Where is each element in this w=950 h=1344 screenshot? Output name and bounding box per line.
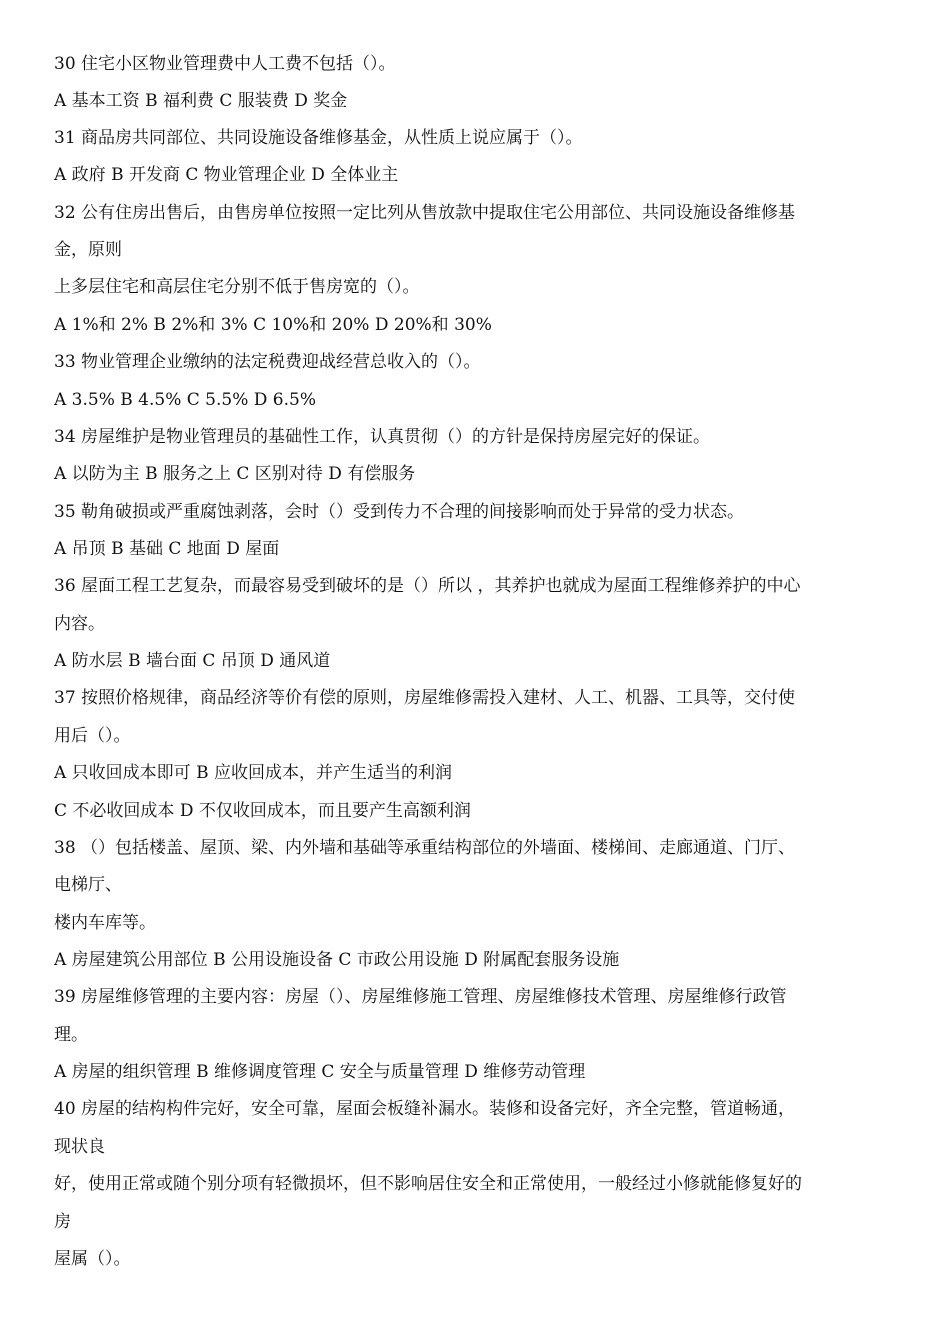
options-33: A 3.5% B 4.5% C 5.5% D 6.5% (54, 390, 316, 410)
question-32-cont-2: 上多层住宅和高层住宅分别不低于售房宽的（）。 (54, 277, 420, 297)
options-35: A 吊顶 B 基础 C 地面 D 屋面 (54, 539, 280, 559)
question-40-cont-2: 好，使用正常或随个别分项有轻微损坏，但不影响居住安全和正常使用，一般经过小修就能修复好的 (54, 1174, 802, 1194)
options-30: A 基本工资 B 福利费 C 服装费 D 奖金 (54, 91, 348, 111)
question-39-cont: 理。 (54, 1025, 88, 1045)
question-40-cont-1: 现状良 (54, 1137, 105, 1157)
options-34: A 以防为主 B 服务之上 C 区别对待 D 有偿服务 (54, 464, 416, 484)
options-37-cd: C 不必收回成本 D 不仅收回成本，而且要产生高额利润 (54, 801, 471, 821)
question-38-cont-1: 电梯厅、 (54, 875, 122, 895)
question-34: 34 房屋维护是物业管理员的基础性工作，认真贯彻（）的方针是保持房屋完好的保证。 (54, 427, 711, 447)
options-31: A 政府 B 开发商 C 物业管理企业 D 全体业主 (54, 165, 399, 185)
question-31: 31 商品房共同部位、共同设施设备维修基金，从性质上说应属于（）。 (54, 128, 583, 148)
options-38: A 房屋建筑公用部位 B 公用设施设备 C 市政公用设施 D 附属配套服务设施 (54, 950, 620, 970)
question-32: 32 公有住房出售后，由售房单位按照一定比列从售放款中提取住宅公用部位、共同设施设备维修基 (54, 203, 796, 223)
question-32-cont-1: 金，原则 (54, 240, 122, 260)
question-38: 38 （）包括楼盖、屋顶、梁、内外墙和基础等承重结构部位的外墙面、楼梯间、走廊通道、门厅、 (54, 838, 796, 858)
options-39: A 房屋的组织管理 B 维修调度管理 C 安全与质量管理 D 维修劳动管理 (54, 1062, 586, 1082)
question-40-cont-4: 屋属（）。 (54, 1249, 131, 1269)
options-32: A 1%和 2% B 2%和 3% C 10%和 20% D 20%和 30% (54, 315, 492, 335)
options-36: A 防水层 B 墙台面 C 吊顶 D 通风道 (54, 651, 331, 671)
question-30: 30 住宅小区物业管理费中人工费不包括（）。 (54, 54, 396, 74)
question-39: 39 房屋维修管理的主要内容：房屋（）、房屋维修施工管理、房屋维修技术管理、房屋维修行政管 (54, 987, 787, 1007)
question-33: 33 物业管理企业缴纳的法定税费迎战经营总收入的（）。 (54, 352, 481, 372)
options-37-ab: A 只收回成本即可 B 应收回成本，并产生适当的利润 (54, 763, 452, 783)
question-37-cont: 用后（）。 (54, 726, 131, 746)
question-37: 37 按照价格规律，商品经济等价有偿的原则，房屋维修需投入建材、人工、机器、工具等，交付使 (54, 688, 796, 708)
question-36-cont: 内容。 (54, 614, 105, 634)
question-38-cont-2: 楼内车库等。 (54, 913, 156, 933)
question-40-cont-3: 房 (54, 1212, 71, 1232)
question-40: 40 房屋的结构构件完好，安全可靠，屋面会板缝补漏水。装修和设备完好，齐全完整，管道畅通， (54, 1099, 796, 1119)
question-35: 35 勒角破损或严重腐蚀剥落，会时（）受到传力不合理的间接影响而处于异常的受力状态。 (54, 502, 745, 522)
question-36: 36 屋面工程工艺复杂，而最容易受到破坏的是（）所以 ，其养护也就成为屋面工程维修养护的中心 (54, 576, 801, 596)
